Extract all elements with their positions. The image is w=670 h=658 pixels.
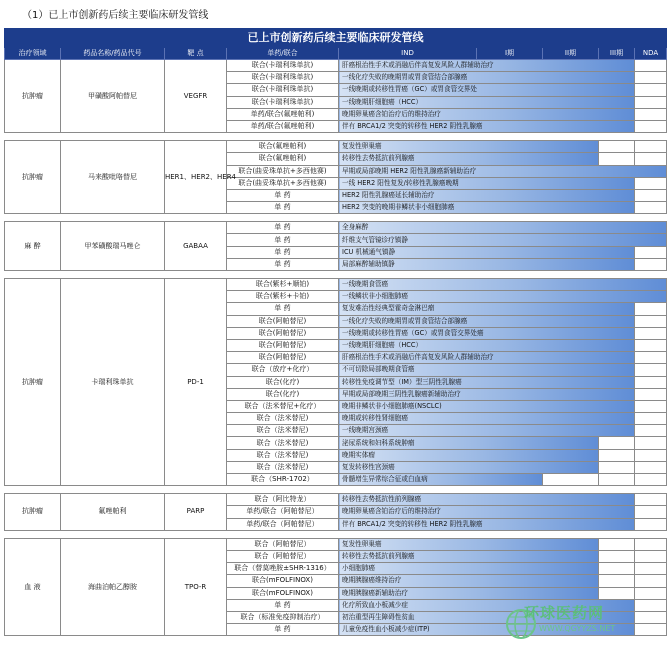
combination-cell: 联合(mFOLFINOX): [227, 587, 339, 599]
stage-empty-cell: [635, 538, 667, 550]
stage-empty-cell: [635, 587, 667, 599]
drug-target: TPO-R: [165, 538, 227, 636]
pipeline-row: [5, 538, 667, 550]
stage-empty-cell: [599, 550, 635, 562]
spacer-cell: [5, 214, 667, 222]
indication-progress-bar: 一线化疗失败的晚期胃或胃食管结合部腺癌: [339, 315, 635, 327]
indication-progress-bar: 儿童免疫性血小板减少症(ITP): [339, 624, 635, 636]
stage-empty-cell: [635, 400, 667, 412]
indication-progress-bar: 纤维支气管镜诊疗镇静: [339, 234, 667, 246]
table-title: 已上市创新药后续主要临床研发管线: [5, 29, 667, 48]
stage-empty-cell: [635, 96, 667, 108]
indication-progress-bar: 一线化疗失败的晚期胃或胃食管结合部腺癌: [339, 72, 635, 84]
stage-empty-cell: [599, 587, 635, 599]
column-header: III期: [599, 48, 635, 60]
group-spacer: [5, 530, 667, 538]
indication-progress-bar: 化疗所致血小板减少症: [339, 599, 635, 611]
stage-empty-cell: [635, 141, 667, 153]
therapy-area: 麻 醉: [5, 222, 61, 271]
stage-empty-cell: [635, 550, 667, 562]
stage-empty-cell: [635, 72, 667, 84]
combination-cell: 单 药: [227, 599, 339, 611]
combination-cell: 单 药: [227, 258, 339, 270]
combination-cell: 联合（SHR-1702）: [227, 474, 339, 486]
indication-progress-bar: 早期或局部晚期 HER2 阳性乳腺癌新辅助治疗: [339, 165, 667, 177]
combination-cell: 联合（阿帕替尼）: [227, 550, 339, 562]
stage-empty-cell: [543, 474, 599, 486]
indication-progress-bar: 伴有 BRCA1/2 突变的转移性 HER2 阴性乳腺癌: [339, 120, 635, 132]
indication-progress-bar: 早期或局部晚期三阴性乳腺癌新辅助治疗: [339, 388, 635, 400]
stage-empty-cell: [635, 177, 667, 189]
stage-empty-cell: [599, 449, 635, 461]
drug-name: 卡瑞利珠单抗: [61, 279, 165, 486]
drug-target: PARP: [165, 494, 227, 531]
combination-cell: 联合(阿帕替尼): [227, 339, 339, 351]
stage-empty-cell: [599, 538, 635, 550]
combination-cell: 联合（法米替尼): [227, 449, 339, 461]
combination-cell: 联合(氟唑帕利): [227, 153, 339, 165]
stage-empty-cell: [599, 563, 635, 575]
indication-progress-bar: 小细胞肺癌: [339, 563, 599, 575]
indication-progress-bar: 一线晚期食管癌: [339, 279, 667, 291]
indication-progress-bar: 晚期卵巢癌含铂治疗后的维持治疗: [339, 108, 635, 120]
group-spacer: [5, 133, 667, 141]
stage-empty-cell: [635, 303, 667, 315]
combination-cell: 单 药: [227, 246, 339, 258]
combination-cell: 单 药: [227, 303, 339, 315]
drug-target: HER1、HER2、HER4: [165, 141, 227, 214]
combination-cell: 单 药: [227, 234, 339, 246]
stage-empty-cell: [599, 474, 635, 486]
combination-cell: 联合(卡瑞利珠单抗): [227, 60, 339, 72]
stage-empty-cell: [635, 425, 667, 437]
stage-empty-cell: [635, 437, 667, 449]
column-header: 靶 点: [165, 48, 227, 60]
stage-empty-cell: [635, 327, 667, 339]
drug-name: 马来酸吡咯替尼: [61, 141, 165, 214]
indication-progress-bar: HER2 阳性乳腺癌延长辅助治疗: [339, 189, 635, 201]
stage-empty-cell: [635, 202, 667, 214]
indication-progress-bar: 复发性卵巢癌: [339, 141, 599, 153]
indication-progress-bar: 肝癌根治性手术或消融后伴高复发风险人群辅助治疗: [339, 352, 635, 364]
combination-cell: 联合(化疗): [227, 376, 339, 388]
stage-empty-cell: [635, 611, 667, 623]
section-caption: （1）已上市创新药后续主要临床研发管线: [22, 10, 209, 21]
indication-progress-bar: 晚期胰腺癌维持治疗: [339, 575, 599, 587]
stage-empty-cell: [599, 575, 635, 587]
stage-empty-cell: [635, 339, 667, 351]
therapy-area: 抗肿瘤: [5, 141, 61, 214]
title-row: [5, 29, 667, 48]
therapy-area: 抗肿瘤: [5, 279, 61, 486]
stage-empty-cell: [599, 461, 635, 473]
column-header: NDA: [635, 48, 667, 60]
indication-progress-bar: 转移性去势抵抗前列腺癌: [339, 153, 599, 165]
spacer-cell: [5, 486, 667, 494]
drug-name: 氟唑帕利: [61, 494, 165, 531]
indication-progress-bar: 不可切除局部晚期食管癌: [339, 364, 635, 376]
therapy-area: 抗肿瘤: [5, 494, 61, 531]
therapy-area: 抗肿瘤: [5, 60, 61, 133]
combination-cell: 联合（替莫唑胺±SHR-1316）: [227, 563, 339, 575]
indication-progress-bar: 晚期或转移性肾细胞癌: [339, 413, 635, 425]
stage-empty-cell: [635, 461, 667, 473]
stage-empty-cell: [635, 352, 667, 364]
indication-progress-bar: 一线鳞状非小细胞肺癌: [339, 291, 667, 303]
combination-cell: 联合(卡瑞利珠单抗): [227, 72, 339, 84]
stage-empty-cell: [635, 563, 667, 575]
pipeline-row: [5, 279, 667, 291]
drug-target: VEGFR: [165, 60, 227, 133]
combination-cell: 联合(紫杉+卡铂): [227, 291, 339, 303]
stage-empty-cell: [635, 315, 667, 327]
indication-progress-bar: 复发性卵巢癌: [339, 538, 599, 550]
indication-progress-bar: ICU 机械通气镇静: [339, 246, 635, 258]
spacer-cell: [5, 271, 667, 279]
indication-progress-bar: 转移性去势抵抗性前列腺癌: [339, 494, 635, 506]
combination-cell: 联合(曲妥珠单抗+多西他赛): [227, 165, 339, 177]
stage-empty-cell: [635, 506, 667, 518]
stage-empty-cell: [635, 153, 667, 165]
combination-cell: 联合（阿比特龙）: [227, 494, 339, 506]
indication-progress-bar: 晚期卵巢癌含铂治疗后的维持治疗: [339, 506, 635, 518]
drug-target: GABAA: [165, 222, 227, 271]
spacer-cell: [5, 133, 667, 141]
combination-cell: 联合(阿帕替尼): [227, 315, 339, 327]
indication-progress-bar: 复发难治性经典型霍奇金淋巴瘤: [339, 303, 635, 315]
pipeline-row: [5, 494, 667, 506]
stage-empty-cell: [599, 437, 635, 449]
combination-cell: 单 药: [227, 222, 339, 234]
combination-cell: 单 药: [227, 189, 339, 201]
combination-cell: 单药/联合(氟唑帕利): [227, 120, 339, 132]
stage-empty-cell: [635, 494, 667, 506]
drug-name: 甲苯磺酸瑞马唑仑: [61, 222, 165, 271]
indication-progress-bar: 一线晚期或转移性胃癌（GC）或胃食管交界处: [339, 84, 635, 96]
header-row: [5, 48, 667, 60]
combination-cell: 联合(紫杉+顺铂): [227, 279, 339, 291]
pipeline-row: [5, 222, 667, 234]
combination-cell: 联合(阿帕替尼): [227, 327, 339, 339]
combination-cell: 单药/联合(氟唑帕利): [227, 108, 339, 120]
combination-cell: 联合(卡瑞利珠单抗): [227, 84, 339, 96]
indication-progress-bar: 一线晚期肝细胞癌（HCC）: [339, 339, 635, 351]
stage-empty-cell: [635, 599, 667, 611]
indication-progress-bar: 复发转移性宫颈癌: [339, 461, 599, 473]
stage-empty-cell: [635, 624, 667, 636]
stage-empty-cell: [635, 189, 667, 201]
stage-empty-cell: [635, 449, 667, 461]
stage-empty-cell: [635, 518, 667, 530]
indication-progress-bar: 一线晚期肝细胞癌（HCC）: [339, 96, 635, 108]
combination-cell: 联合（法米替尼): [227, 413, 339, 425]
indication-progress-bar: 泌尿系统和妇科系统肿瘤: [339, 437, 599, 449]
stage-empty-cell: [635, 376, 667, 388]
combination-cell: 联合（法米替尼): [227, 425, 339, 437]
indication-progress-bar: 晚期实体瘤: [339, 449, 599, 461]
drug-name: 海曲泊帕乙醇胺: [61, 538, 165, 636]
group-spacer: [5, 271, 667, 279]
group-spacer: [5, 214, 667, 222]
indication-progress-bar: 初治重型再生障碍性贫血: [339, 611, 635, 623]
indication-progress-bar: 局部麻醉辅助镇静: [339, 258, 635, 270]
stage-empty-cell: [635, 258, 667, 270]
combination-cell: 单药/联合（阿帕替尼）: [227, 506, 339, 518]
combination-cell: 单药/联合（阿帕替尼）: [227, 518, 339, 530]
stage-empty-cell: [635, 575, 667, 587]
column-header: I期: [477, 48, 543, 60]
combination-cell: 联合(阿帕替尼): [227, 352, 339, 364]
drug-target: PD-1: [165, 279, 227, 486]
group-spacer: [5, 486, 667, 494]
indication-progress-bar: 骨髓增生异常综合征或白血病: [339, 474, 543, 486]
pipeline-table: [4, 28, 667, 636]
combination-cell: 联合（放疗+化疗）: [227, 364, 339, 376]
stage-empty-cell: [635, 413, 667, 425]
column-header: II期: [543, 48, 599, 60]
combination-cell: 联合(化疗): [227, 388, 339, 400]
indication-progress-bar: 转移性免疫调节型（IM）型三阴性乳腺癌: [339, 376, 635, 388]
combination-cell: 联合（法米替尼): [227, 437, 339, 449]
indication-progress-bar: 肝癌根治性手术或消融后伴高复发风险人群辅助治疗: [339, 60, 635, 72]
indication-progress-bar: 一线晚期宫颈癌: [339, 425, 635, 437]
stage-empty-cell: [635, 474, 667, 486]
column-header: 单药/联合: [227, 48, 339, 60]
combination-cell: 联合(氟唑帕利): [227, 141, 339, 153]
indication-progress-bar: 转移性去势抵抗前列腺癌: [339, 550, 599, 562]
pipeline-row: [5, 60, 667, 72]
stage-empty-cell: [635, 246, 667, 258]
watermark-url: WWW.QGYYZS.NET: [539, 624, 616, 633]
stage-empty-cell: [635, 388, 667, 400]
stage-empty-cell: [599, 153, 635, 165]
combination-cell: 联合(mFOLFINOX): [227, 575, 339, 587]
combination-cell: 联合(卡瑞利珠单抗): [227, 96, 339, 108]
indication-progress-bar: 全身麻醉: [339, 222, 667, 234]
watermark-name: 环球医药网: [524, 604, 605, 622]
indication-progress-bar: 晚期胰腺癌新辅助治疗: [339, 587, 599, 599]
indication-progress-bar: 晚期非鳞状非小细胞肺癌(NSCLC): [339, 400, 635, 412]
column-header: 治疗领域: [5, 48, 61, 60]
combination-cell: 联合（阿帕替尼）: [227, 538, 339, 550]
column-header: IND: [339, 48, 477, 60]
pipeline-row: [5, 141, 667, 153]
pipeline-table-container: [4, 28, 666, 636]
stage-empty-cell: [635, 120, 667, 132]
stage-empty-cell: [635, 364, 667, 376]
indication-progress-bar: 一线 HER2 阳性复发/转移性乳腺癌晚期: [339, 177, 635, 189]
combination-cell: 联合（标准免疫抑制治疗）: [227, 611, 339, 623]
combination-cell: 联合（法米替尼+化疗）: [227, 400, 339, 412]
stage-empty-cell: [635, 60, 667, 72]
drug-name: 甲磺酸阿帕替尼: [61, 60, 165, 133]
combination-cell: 单 药: [227, 202, 339, 214]
spacer-cell: [5, 530, 667, 538]
combination-cell: 联合(曲妥珠单抗+多西他赛): [227, 177, 339, 189]
column-header: 药品名称/药品代号: [61, 48, 165, 60]
indication-progress-bar: HER2 突变的晚期非鳞状非小细胞肺癌: [339, 202, 635, 214]
stage-empty-cell: [635, 108, 667, 120]
combination-cell: 单 药: [227, 624, 339, 636]
indication-progress-bar: 一线晚期或转移性胃癌（GC）或胃食管交界处癌: [339, 327, 635, 339]
indication-progress-bar: 伴有 BRCA1/2 突变的转移性 HER2 阴性乳腺癌: [339, 518, 635, 530]
stage-empty-cell: [635, 84, 667, 96]
therapy-area: 血 液: [5, 538, 61, 636]
combination-cell: 联合（法米替尼): [227, 461, 339, 473]
stage-empty-cell: [599, 141, 635, 153]
